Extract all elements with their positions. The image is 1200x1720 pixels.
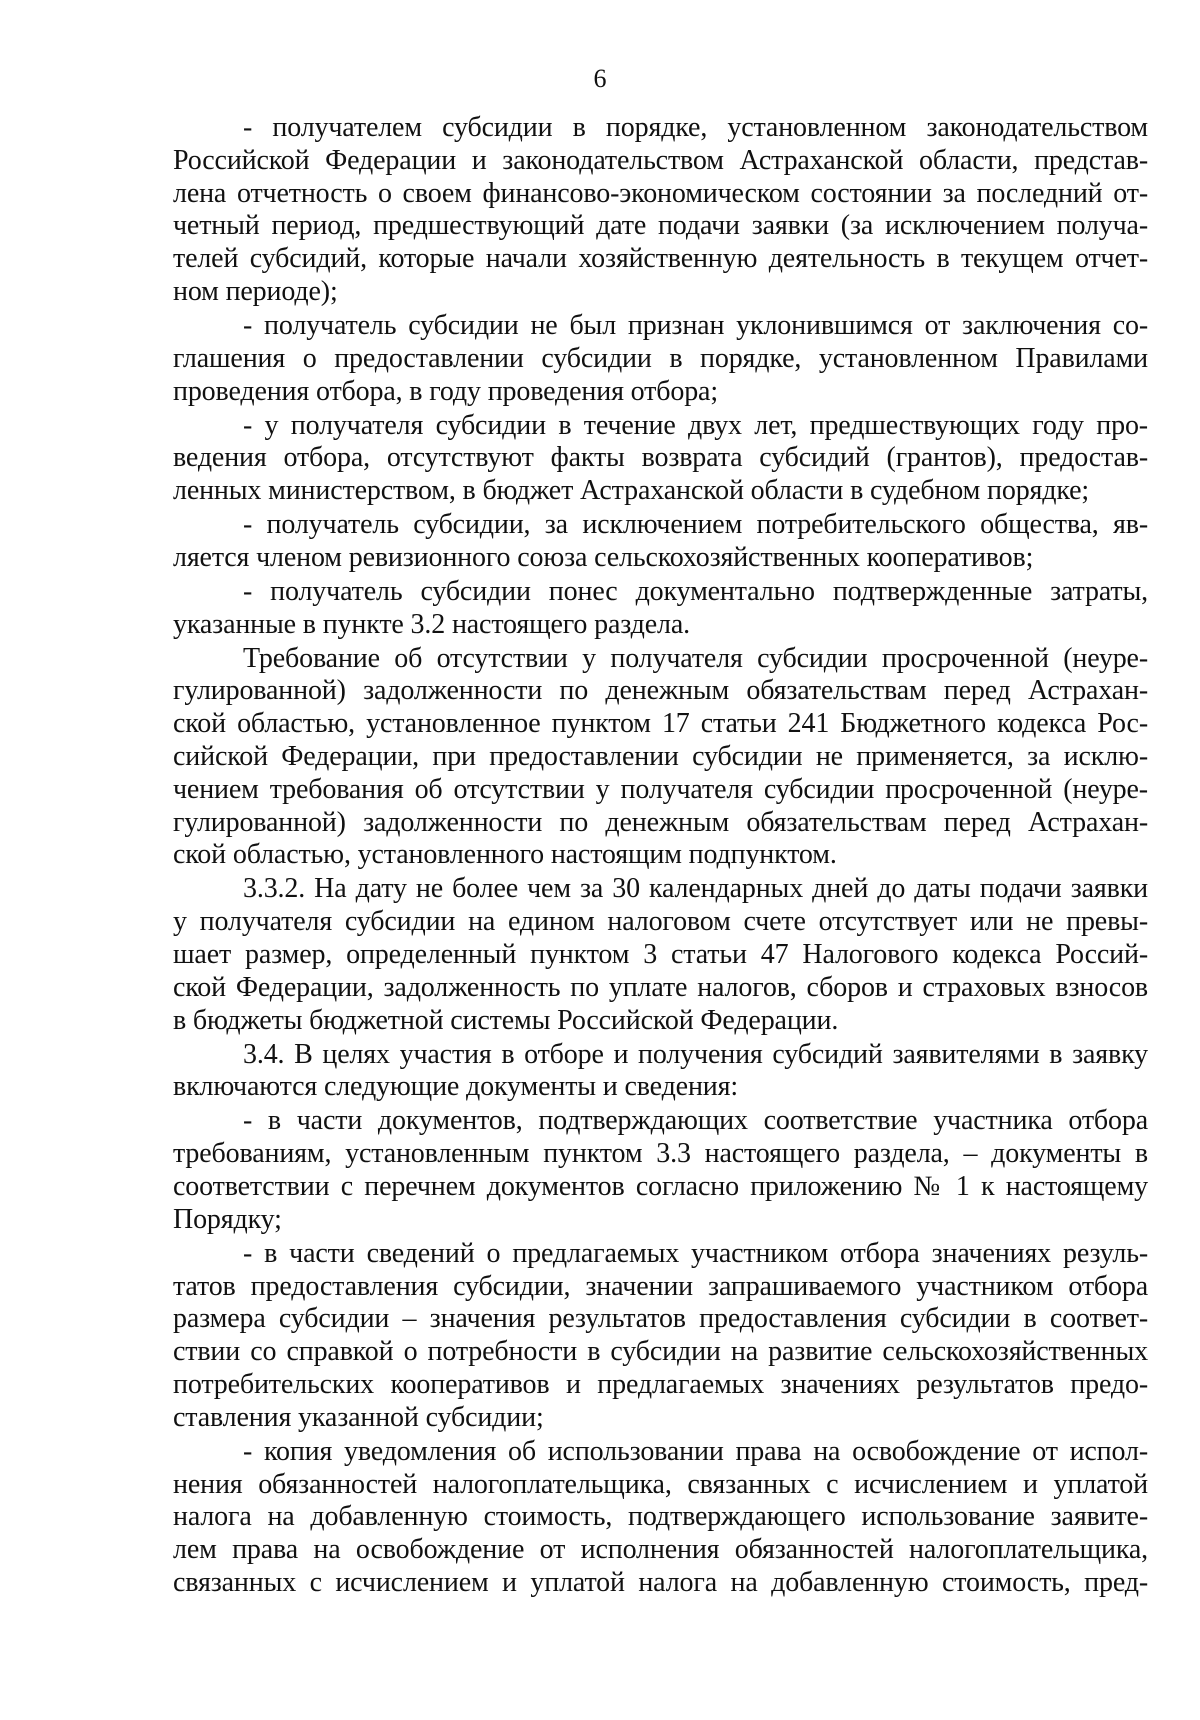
text-line: требованиям, установленным пунктом 3.3 настоящего раздела, – документы в xyxy=(173,1138,1148,1170)
text-line: ской Федерации, задолженность по уплате налогов, сборов и страховых взносов xyxy=(173,971,1148,1003)
text-line: налога на добавленную стоимость, подтверждающего использование заявите- xyxy=(173,1501,1148,1533)
text-line: татов предоставления субсидии, значении запрашиваемого участником отбора xyxy=(173,1270,1148,1302)
text-line: 3.3.2. На дату не более чем за 30 календарных дней до даты подачи заявки xyxy=(243,873,1148,905)
text-line: ведения отбора, отсутствуют факты возврата субсидий (грантов), предостав- xyxy=(173,442,1148,474)
text-line: ном периоде); xyxy=(173,275,338,307)
text-line: телей субсидий, которые начали хозяйственную деятельность в текущем отчет- xyxy=(173,243,1148,275)
paragraph xyxy=(173,1436,1148,1600)
text-line: нения обязанностей налогоплательщика, связанных с исчислением и уплатой xyxy=(173,1468,1148,1500)
paragraph xyxy=(173,509,1148,575)
text-line: гулированной) задолженности по денежным обязательствам перед Астрахан- xyxy=(173,806,1148,838)
text-line: ленных министерством, в бюджет Астраханской области в судебном порядке; xyxy=(173,475,1090,507)
text-line: шает размер, определенный пунктом 3 статьи 47 Налогового кодекса Россий- xyxy=(173,939,1148,971)
text-line: соответствии с перечнем документов согласно приложению № 1 к настоящему xyxy=(173,1171,1148,1202)
text-line: - получатель субсидии понес документально подтвержденные затраты, xyxy=(243,575,1148,607)
text-line: гулированной) задолженности по денежным обязательствам перед Астрахан- xyxy=(173,675,1148,707)
text-line: Российской Федерации и законодательством Астраханской области, представ- xyxy=(173,144,1148,176)
text-line: связанных с исчислением и уплатой налога на добавленную стоимость, пред- xyxy=(173,1566,1148,1598)
text-line: четный период, предшествующий дате подачи заявки (за исключением получа- xyxy=(173,210,1148,242)
paragraph xyxy=(173,1039,1148,1105)
text-line: - получателем субсидии в порядке, установленном законодательством xyxy=(243,112,1148,143)
text-line: - у получателя субсидии в течение двух лет, предшествующих году про- xyxy=(243,409,1148,441)
text-line: - получатель субсидии, за исключением потребительского общества, яв- xyxy=(243,509,1148,541)
paragraph xyxy=(173,410,1148,508)
text-line: у получателя субсидии на едином налоговом счете отсутствует или не превы- xyxy=(173,906,1148,938)
text-line: чением требования об отсутствии у получателя субсидии просроченной (неуре- xyxy=(173,773,1148,805)
text-line: проведения отбора, в году проведения отбора; xyxy=(173,375,718,407)
text-line: потребительских кооперативов и предлагаемых значениях результатов предо- xyxy=(173,1368,1148,1400)
paragraph xyxy=(173,873,1148,1037)
paragraph xyxy=(173,576,1148,642)
text-line: ляется членом ревизионного союза сельскохозяйственных кооперативов; xyxy=(173,541,1034,573)
text-line: ской областью, установленного настоящим подпунктом. xyxy=(173,839,837,871)
text-line: 3.4. В целях участия в отборе и получения субсидий заявителями в заявку xyxy=(243,1038,1148,1070)
text-line: Порядку; xyxy=(173,1203,282,1235)
paragraph xyxy=(173,643,1148,873)
text-line: Требование об отсутствии у получателя субсидии просроченной (неуре- xyxy=(243,642,1148,674)
text-line: указанные в пункте 3.2 настоящего раздела. xyxy=(173,608,690,640)
text-line: размера субсидии – значения результатов предоставления субсидии в соответ- xyxy=(173,1303,1148,1335)
text-line: - в части документов, подтверждающих соответствие участника отбора xyxy=(243,1105,1148,1137)
text-line: в бюджеты бюджетной системы Российской Федерации. xyxy=(173,1004,839,1036)
paragraph xyxy=(173,310,1148,408)
text-line: ской областью, установленное пунктом 17 статьи 241 Бюджетного кодекса Рос- xyxy=(173,708,1148,740)
text-line: ствии со справкой о потребности в субсидии на развитие сельскохозяйственных xyxy=(173,1336,1148,1368)
text-line: лена отчетность о своем финансово-экономическом состоянии за последний от- xyxy=(173,177,1148,209)
text-line: сийской Федерации, при предоставлении субсидии не применяется, за исклю- xyxy=(173,741,1148,773)
text-line: включаются следующие документы и сведения: xyxy=(173,1071,738,1103)
text-line: - получатель субсидии не был признан уклонившимся от заключения со- xyxy=(243,309,1148,341)
page-number: 6 xyxy=(593,64,607,93)
text-line: глашения о предоставлении субсидии в порядке, установленном Правилами xyxy=(173,342,1148,374)
text-line: - в части сведений о предлагаемых участником отбора значениях резуль- xyxy=(243,1237,1148,1269)
paragraph xyxy=(173,1105,1148,1236)
paragraph xyxy=(173,1238,1148,1435)
text-line: ставления указанной субсидии; xyxy=(173,1401,544,1433)
text-line: - копия уведомления об использовании права на освобождение от испол- xyxy=(243,1435,1148,1467)
paragraph xyxy=(173,112,1148,309)
text-line: лем права на освобождение от исполнения обязанностей налогоплательщика, xyxy=(173,1534,1148,1566)
document-body xyxy=(173,112,1148,1601)
